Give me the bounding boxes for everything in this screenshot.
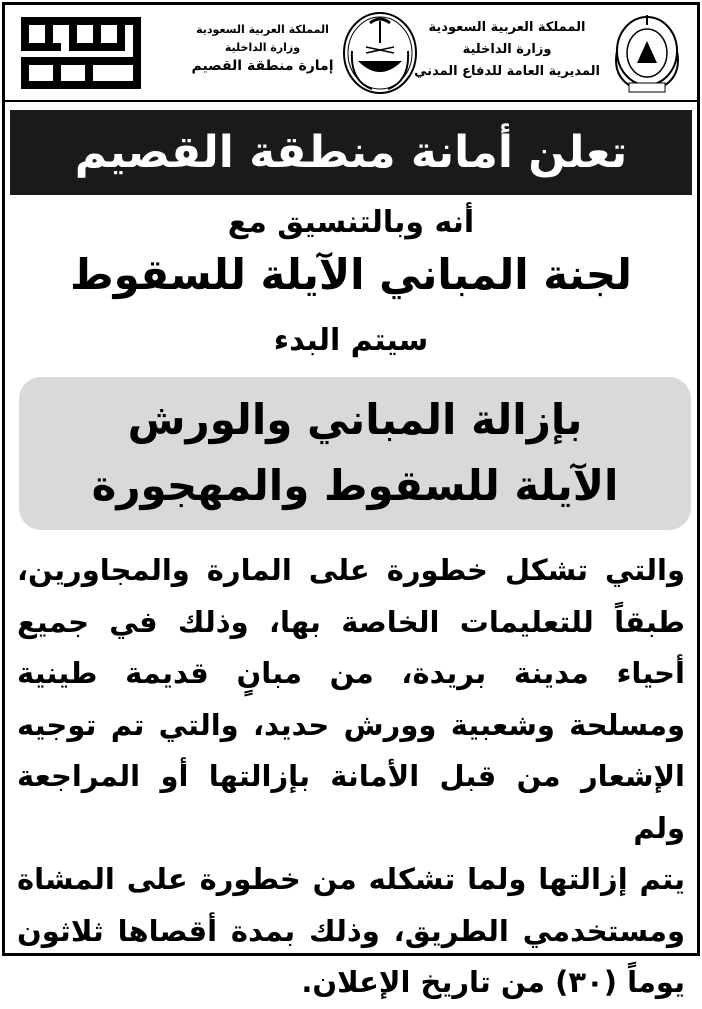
body-line: والتي تشكل خطورة على المارة والمجاورين،: [17, 553, 685, 587]
civil-defense-seal-icon: [607, 11, 687, 95]
body-line: يوماً (٣٠) من تاريخ الإعلان.: [301, 965, 685, 999]
kingdom-label: المملكة العربية السعودية: [428, 20, 586, 35]
emirate-label: إمارة منطقة القصيم: [191, 58, 334, 74]
civil-defense-heading: [412, 17, 602, 83]
body-line: ومسلحة وشعبية وورش حديد، والتي تم توجيه: [17, 707, 685, 742]
intro-text: أنه وبالتنسيق مع: [227, 205, 475, 240]
body-line: طبقاً للتعليمات الخاصة بها، وذلك في جميع: [17, 604, 685, 639]
highlight-line: بإزالة المباني والورش: [127, 395, 583, 444]
body-line: الإشعار من قبل الأمانة بإزالتها أو المراجعة ولم: [17, 759, 685, 845]
kingdom-label: المملكة العربية السعودية: [196, 23, 329, 36]
announcement: [2, 2, 700, 999]
announcement-title: تعلن أمانة منطقة القصيم: [10, 110, 692, 195]
ministry-label: وزارة الداخلية: [462, 42, 552, 57]
committee-name: لجنة المباني الآيلة للسقوط: [70, 250, 632, 299]
body-text: [17, 545, 685, 1009]
highlight-box: [19, 377, 691, 530]
emirate-heading: [190, 21, 335, 75]
header: [5, 5, 697, 102]
emirate-emblem-icon: [340, 11, 420, 95]
directorate-label: المديرية العامة للدفاع المدني: [414, 64, 600, 79]
body-line: ومستخدمي الطريق، وذلك بمدة أقصاها ثلاثون: [17, 913, 685, 948]
start-text: سيتم البدء: [273, 323, 429, 358]
ministry-label: وزارة الداخلية: [224, 41, 301, 54]
body-line: أحياء مدينة بريدة، من مبانٍ قديمة طينية: [17, 656, 685, 690]
highlight-line: الآيلة للسقوط والمهجورة: [91, 461, 619, 510]
body-line: يتم إزالتها ولما تشكله من خطورة على المشاة: [17, 862, 685, 896]
qassim-municipality-logo-icon: [17, 13, 145, 93]
